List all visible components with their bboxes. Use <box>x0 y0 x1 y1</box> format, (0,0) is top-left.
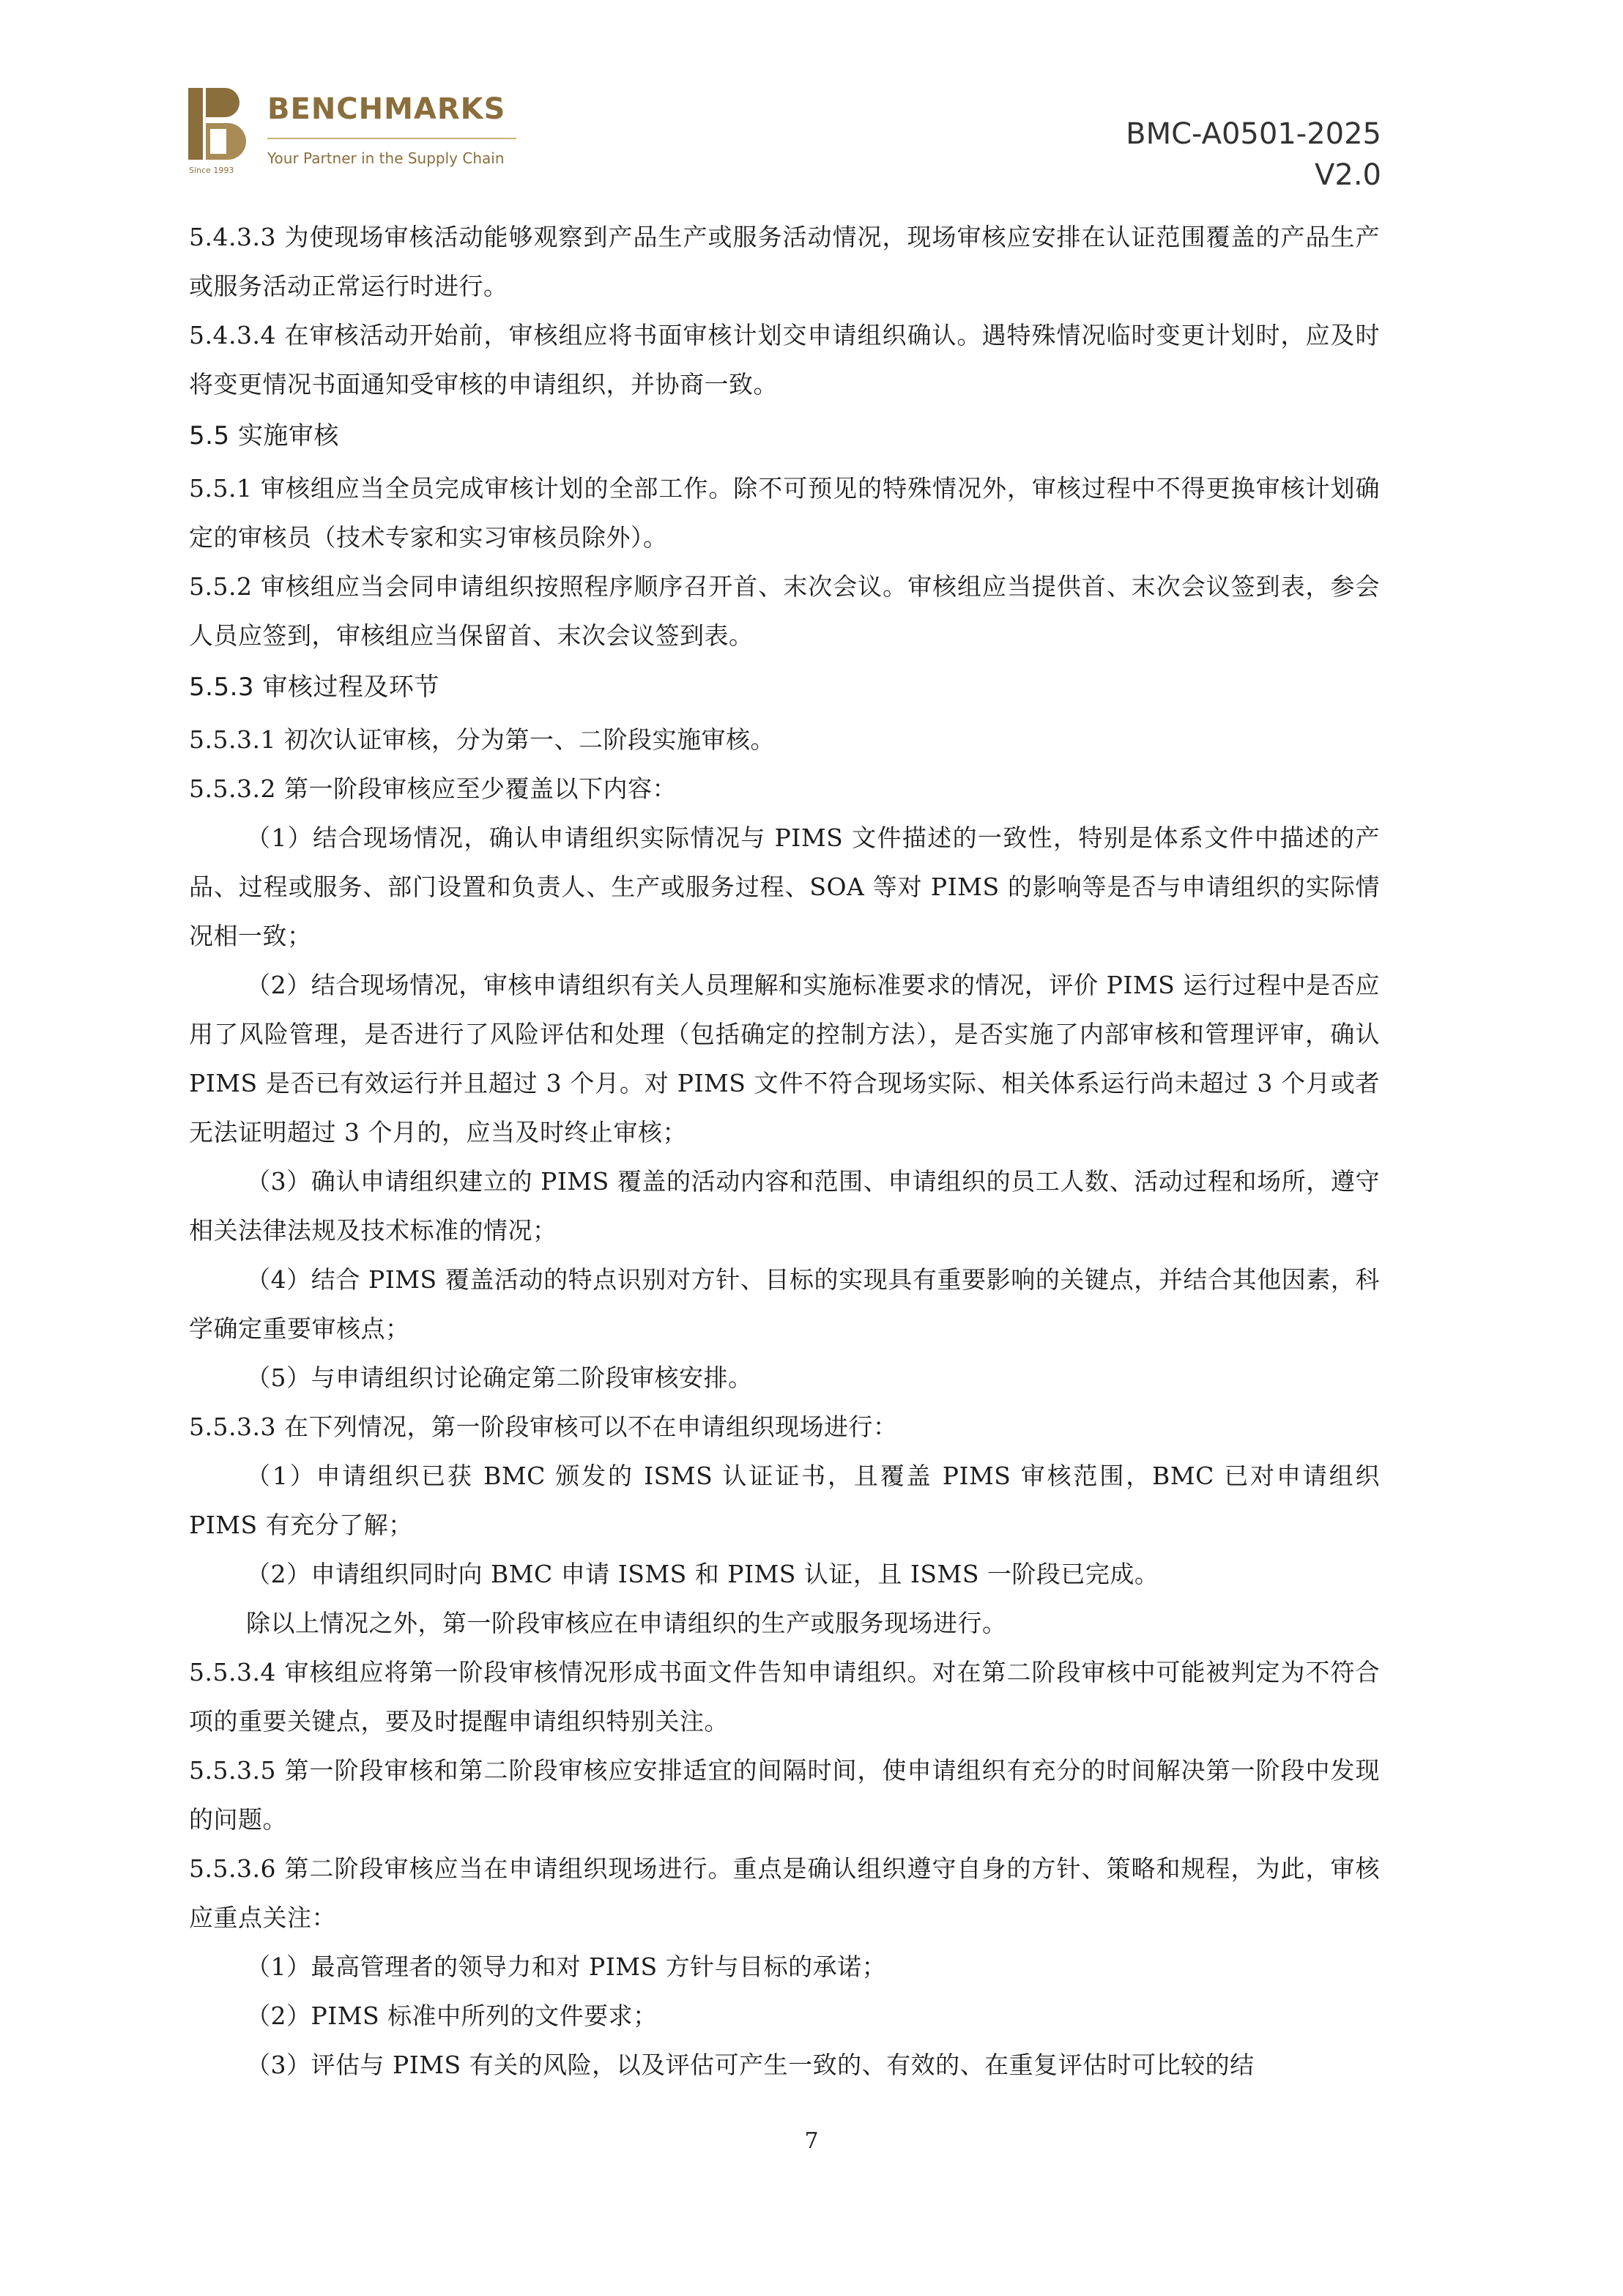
paragraph: 5.5.3.3 在下列情况，第一阶段审核可以不在申请组织现场进行： <box>189 1412 898 1441</box>
list-item: （4）结合 PIMS 覆盖活动的特点识别对方针、目标的实现具有重要影响的关键点，并结合其他因素，科学确定重要审核点； <box>189 1265 1380 1343</box>
list-item: （5）与申请组织讨论确定第二阶段审核安排。 <box>246 1363 753 1392</box>
section-heading: 5.5 实施审核 <box>189 421 339 451</box>
list-item: （3）评估与 PIMS 有关的风险，以及评估可产生一致的、有效的、在重复评估时可比较的结 <box>246 2051 1255 2079</box>
brand-since: Since 1993 <box>189 166 234 175</box>
list-item: （2）结合现场情况，审核申请组织有关人员理解和实施标准要求的情况，评价 PIMS 运行过程中是否应用了风险管理，是否进行了风险评估和处理（包括确定的控制方法），是否实施了内部审核和管理评审，确认 PIMS 是否已有效运行并且超过 3 个月。对 PIMS 文件不符合现场实际、相关体系运行尚未超过 3 个月或者无法证明超过 3 个月的，应当及时终止审核； <box>189 971 1380 1147</box>
benchmarks-b-mark-icon <box>187 88 260 164</box>
list-item: （2）PIMS 标准中所列的文件要求； <box>246 2001 658 2030</box>
section-heading: 5.5.3 审核过程及环节 <box>189 673 439 702</box>
list-item: （1）最高管理者的领导力和对 PIMS 方针与目标的承诺； <box>246 1952 887 1981</box>
brand-divider <box>267 138 516 139</box>
document-body <box>189 212 1380 2089</box>
paragraph: 5.5.3.6 第二阶段审核应当在申请组织现场进行。重点是确认组织遵守自身的方针、策略和规程，为此，审核应重点关注： <box>189 1854 1380 1932</box>
brand-tagline: Your Partner in the Supply Chain <box>267 149 505 167</box>
paragraph: 5.5.1 审核组应当全员完成审核计划的全部工作。除不可预见的特殊情况外，审核过程中不得更换审核计划确定的审核员（技术专家和实习审核员除外）。 <box>189 474 1380 552</box>
paragraph: 5.4.3.4 在审核活动开始前，审核组应将书面审核计划交申请组织确认。遇特殊情况临时变更计划时，应及时将变更情况书面通知受审核的申请组织，并协商一致。 <box>189 321 1380 399</box>
paragraph: 5.5.3.2 第一阶段审核应至少覆盖以下内容： <box>189 774 677 803</box>
paragraph: 5.5.2 审核组应当会同申请组织按照程序顺序召开首、末次会议。审核组应当提供首、末次会议签到表，参会人员应签到，审核组应当保留首、末次会议签到表。 <box>189 572 1380 650</box>
brand-name: BENCHMARKS <box>267 92 506 126</box>
page-header <box>0 0 1623 205</box>
page-number: 7 <box>804 2128 819 2154</box>
benchmarks-logo <box>187 88 524 183</box>
list-item: （3）确认申请组织建立的 PIMS 覆盖的活动内容和范围、申请组织的员工人数、活动过程和场所，遵守相关法律法规及技术标准的情况； <box>189 1167 1380 1245</box>
paragraph: 5.5.3.1 初次认证审核，分为第一、二阶段实施审核。 <box>189 725 775 754</box>
paragraph: 5.5.3.4 审核组应将第一阶段审核情况形成书面文件告知申请组织。对在第二阶段审核中可能被判定为不符合项的重要关键点，要及时提醒申请组织特别关注。 <box>189 1658 1380 1736</box>
list-item: （1）申请组织已获 BMC 颁发的 ISMS 认证证书，且覆盖 PIMS 审核范围，BMC 已对申请组织 PIMS 有充分了解； <box>189 1462 1380 1539</box>
paragraph: 5.5.3.5 第一阶段审核和第二阶段审核应安排适宜的间隔时间，使申请组织有充分的时间解决第一阶段中发现的问题。 <box>189 1756 1380 1834</box>
list-item: （1）结合现场情况，确认申请组织实际情况与 PIMS 文件描述的一致性，特别是体系文件中描述的产品、过程或服务、部门设置和负责人、生产或服务过程、SOA 等对 PIMS 的影响等是否与申请组织的实际情况相一致； <box>189 823 1380 950</box>
paragraph: 5.4.3.3 为使现场审核活动能够观察到产品生产或服务活动情况，现场审核应安排在认证范围覆盖的产品生产或服务活动正常运行时进行。 <box>189 223 1380 300</box>
document-version: V2.0 <box>1315 158 1381 192</box>
list-item: （2）申请组织同时向 BMC 申请 ISMS 和 PIMS 认证，且 ISMS 一阶段已完成。 <box>246 1560 1159 1588</box>
paragraph: 除以上情况之外，第一阶段审核应在申请组织的生产或服务现场进行。 <box>246 1609 1007 1637</box>
document-code: BMC-A0501-2025 <box>1126 117 1381 151</box>
